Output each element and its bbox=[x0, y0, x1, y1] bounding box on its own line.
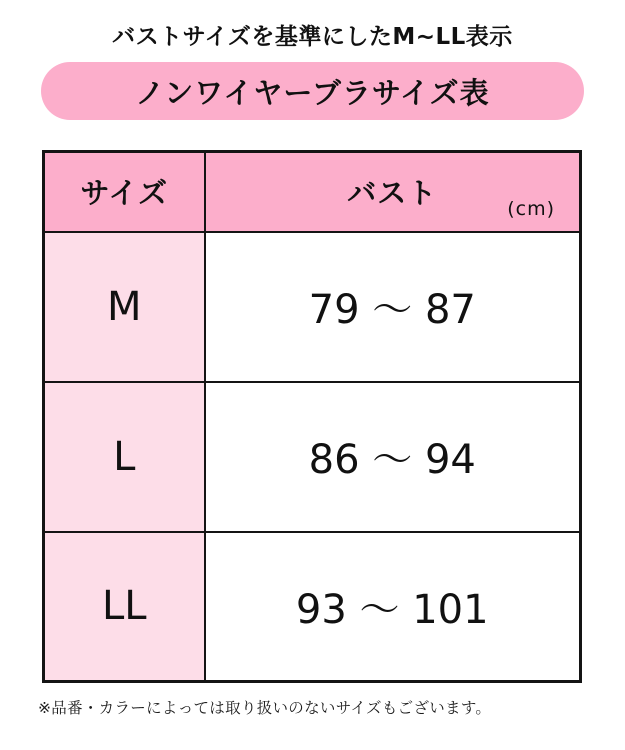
size-value-m: M bbox=[44, 232, 205, 382]
header-size: サイズ bbox=[44, 152, 205, 232]
banner-label: ノンワイヤーブラサイズ表 bbox=[135, 75, 490, 110]
footnote: ※品番・カラーによっては取り扱いのないサイズもございます。 bbox=[38, 699, 492, 717]
bust-range-l: 86 〜 94 bbox=[205, 382, 581, 532]
header-unit-cm: (cm) bbox=[507, 197, 555, 220]
size-value-ll: LL bbox=[44, 532, 205, 682]
banner bbox=[41, 62, 584, 120]
table-header-row bbox=[44, 152, 581, 232]
header-bust-label: バスト bbox=[347, 176, 438, 211]
table-row bbox=[44, 232, 581, 382]
table-row bbox=[44, 382, 581, 532]
page-title: バストサイズを基準にしたM~LL表示 bbox=[112, 24, 513, 50]
size-table bbox=[42, 150, 582, 683]
header-bust bbox=[205, 152, 581, 232]
size-value-l: L bbox=[44, 382, 205, 532]
bust-range-m: 79 〜 87 bbox=[205, 232, 581, 382]
table-row bbox=[44, 532, 581, 682]
bust-range-ll: 93 〜 101 bbox=[205, 532, 581, 682]
